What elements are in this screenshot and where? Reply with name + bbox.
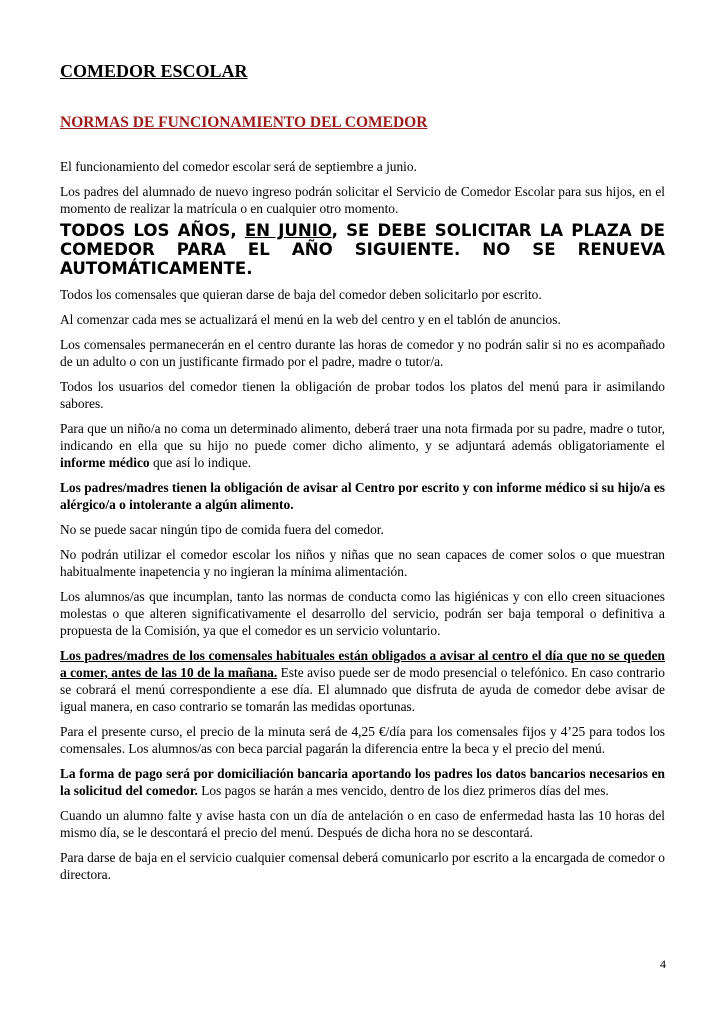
payment-text: Los pagos se harán a mes vencido, dentro de los diez primeros días del mes. <box>197 783 609 798</box>
paragraph-no-food-out: No se puede sacar ningún tipo de comida fuera del comedor. <box>60 522 384 537</box>
paragraph-absence-notice <box>60 647 665 715</box>
food-exemption-text-a: Para que un niño/a no coma un determinado alimento, deberá traer una nota firmada por su padre, madre o tutor, indicando en ella que su hijo no puede comer dicho alimento, y se adjuntará además obligatoriamente el <box>60 421 665 453</box>
annual-request-text-c: , SE DEBE SOLICITAR LA PLAZA DE COMEDOR PARA EL AÑO SIGUIENTE. NO SE RENUEVA AUTOMÁTICAMENTE. <box>60 221 665 278</box>
page-title: COMEDOR ESCOLAR <box>60 61 248 81</box>
payment-bold: La forma de pago será por domiciliación bancaria aportando los padres los datos bancarios necesarios en la solicitud del comedor. <box>60 766 665 798</box>
paragraph-eating-ability: No podrán utilizar el comedor escolar los niños y niñas que no sean capaces de comer solos o que muestran habitualmente inapetencia y no ingieran la mínima alimentación. <box>60 547 665 579</box>
paragraph-payment <box>60 765 665 799</box>
food-exemption-medical-report: informe médico <box>60 455 150 470</box>
paragraph-conduct-rules: Los alumnos/as que incumplan, tanto las normas de conducta como las higiénicas y con ello creen situaciones molestas o que alteren significativamente el desarrollo del servicio, podrán ser baja temporal o definitiva a propuesta de la Comisión, ya que el comedor es un servicio voluntario. <box>60 589 665 638</box>
allergy-notice-text: Los padres/madres tienen la obligación de avisar al Centro por escrito y con informe médico si su hijo/a es alérgico/a o intolerante a algún alimento. <box>60 480 665 512</box>
paragraph-unsubscribe: Para darse de baja en el servicio cualquier comensal deberá comunicarlo por escrito a la encargada de comedor o directora. <box>60 850 665 882</box>
absence-notice-text: Este aviso puede ser de modo presencial o telefónico. En caso contrario se cobrará el menú correspondiente a ese día. El alumnado que disfruta de ayuda de comedor debe avisar de igual manera, en caso contrario se tomarán las medidas oportunas. <box>60 665 665 714</box>
paragraph-annual-request <box>60 221 665 278</box>
paragraph-allergy-notice <box>60 479 665 513</box>
section-subtitle: NORMAS DE FUNCIONAMIENTO DEL COMEDOR <box>60 114 428 131</box>
absence-notice-bold: Los padres/madres de los comensales habituales están obligados a avisar al centro el día que no se queden a comer, antes de las 10 de la mañana. <box>60 648 665 680</box>
paragraph-enrollment: Los padres del alumnado de nuevo ingreso podrán solicitar el Servicio de Comedor Escolar para sus hijos, en el momento de realizar la matrícula o en cualquier otro momento. <box>60 184 665 216</box>
annual-request-june: EN JUNIO <box>244 221 332 240</box>
food-exemption-text-c: que así lo indique. <box>149 455 252 470</box>
paragraph-stay-in-center: Los comensales permanecerán en el centro durante las horas de comedor y no podrán salir si no es acompañado de un adulto o con un justificante firmado por el padre, madre o tutor/a. <box>60 337 665 369</box>
page-number: 4 <box>660 957 666 971</box>
paragraph-food-exemption <box>60 420 665 471</box>
rules-body <box>60 158 665 891</box>
paragraph-try-dishes: Todos los usuarios del comedor tienen la obligación de probar todos los platos del menú para ir asimilando sabores. <box>60 379 665 411</box>
paragraph-withdrawal: Todos los comensales que quieran darse de baja del comedor deben solicitarlo por escrito. <box>60 287 542 302</box>
paragraph-menu-update: Al comenzar cada mes se actualizará el menú en la web del centro y en el tablón de anuncios. <box>60 312 561 327</box>
annual-request-text-a: TODOS LOS AÑOS, <box>60 221 245 240</box>
paragraph-discount: Cuando un alumno falte y avise hasta con un día de antelación o en caso de enfermedad hasta las 10 horas del mismo día, se le descontará el precio del menú. Después de dicha hora no se descontará. <box>60 808 665 840</box>
paragraph-price: Para el presente curso, el precio de la minuta será de 4,25 €/día para los comensales fijos y 4’25 para todos los comensales. Los alumnos/as con beca parcial pagarán la diferencia entre la beca y el precio del menú. <box>60 724 665 756</box>
paragraph-schedule: El funcionamiento del comedor escolar será de septiembre a junio. <box>60 159 417 174</box>
